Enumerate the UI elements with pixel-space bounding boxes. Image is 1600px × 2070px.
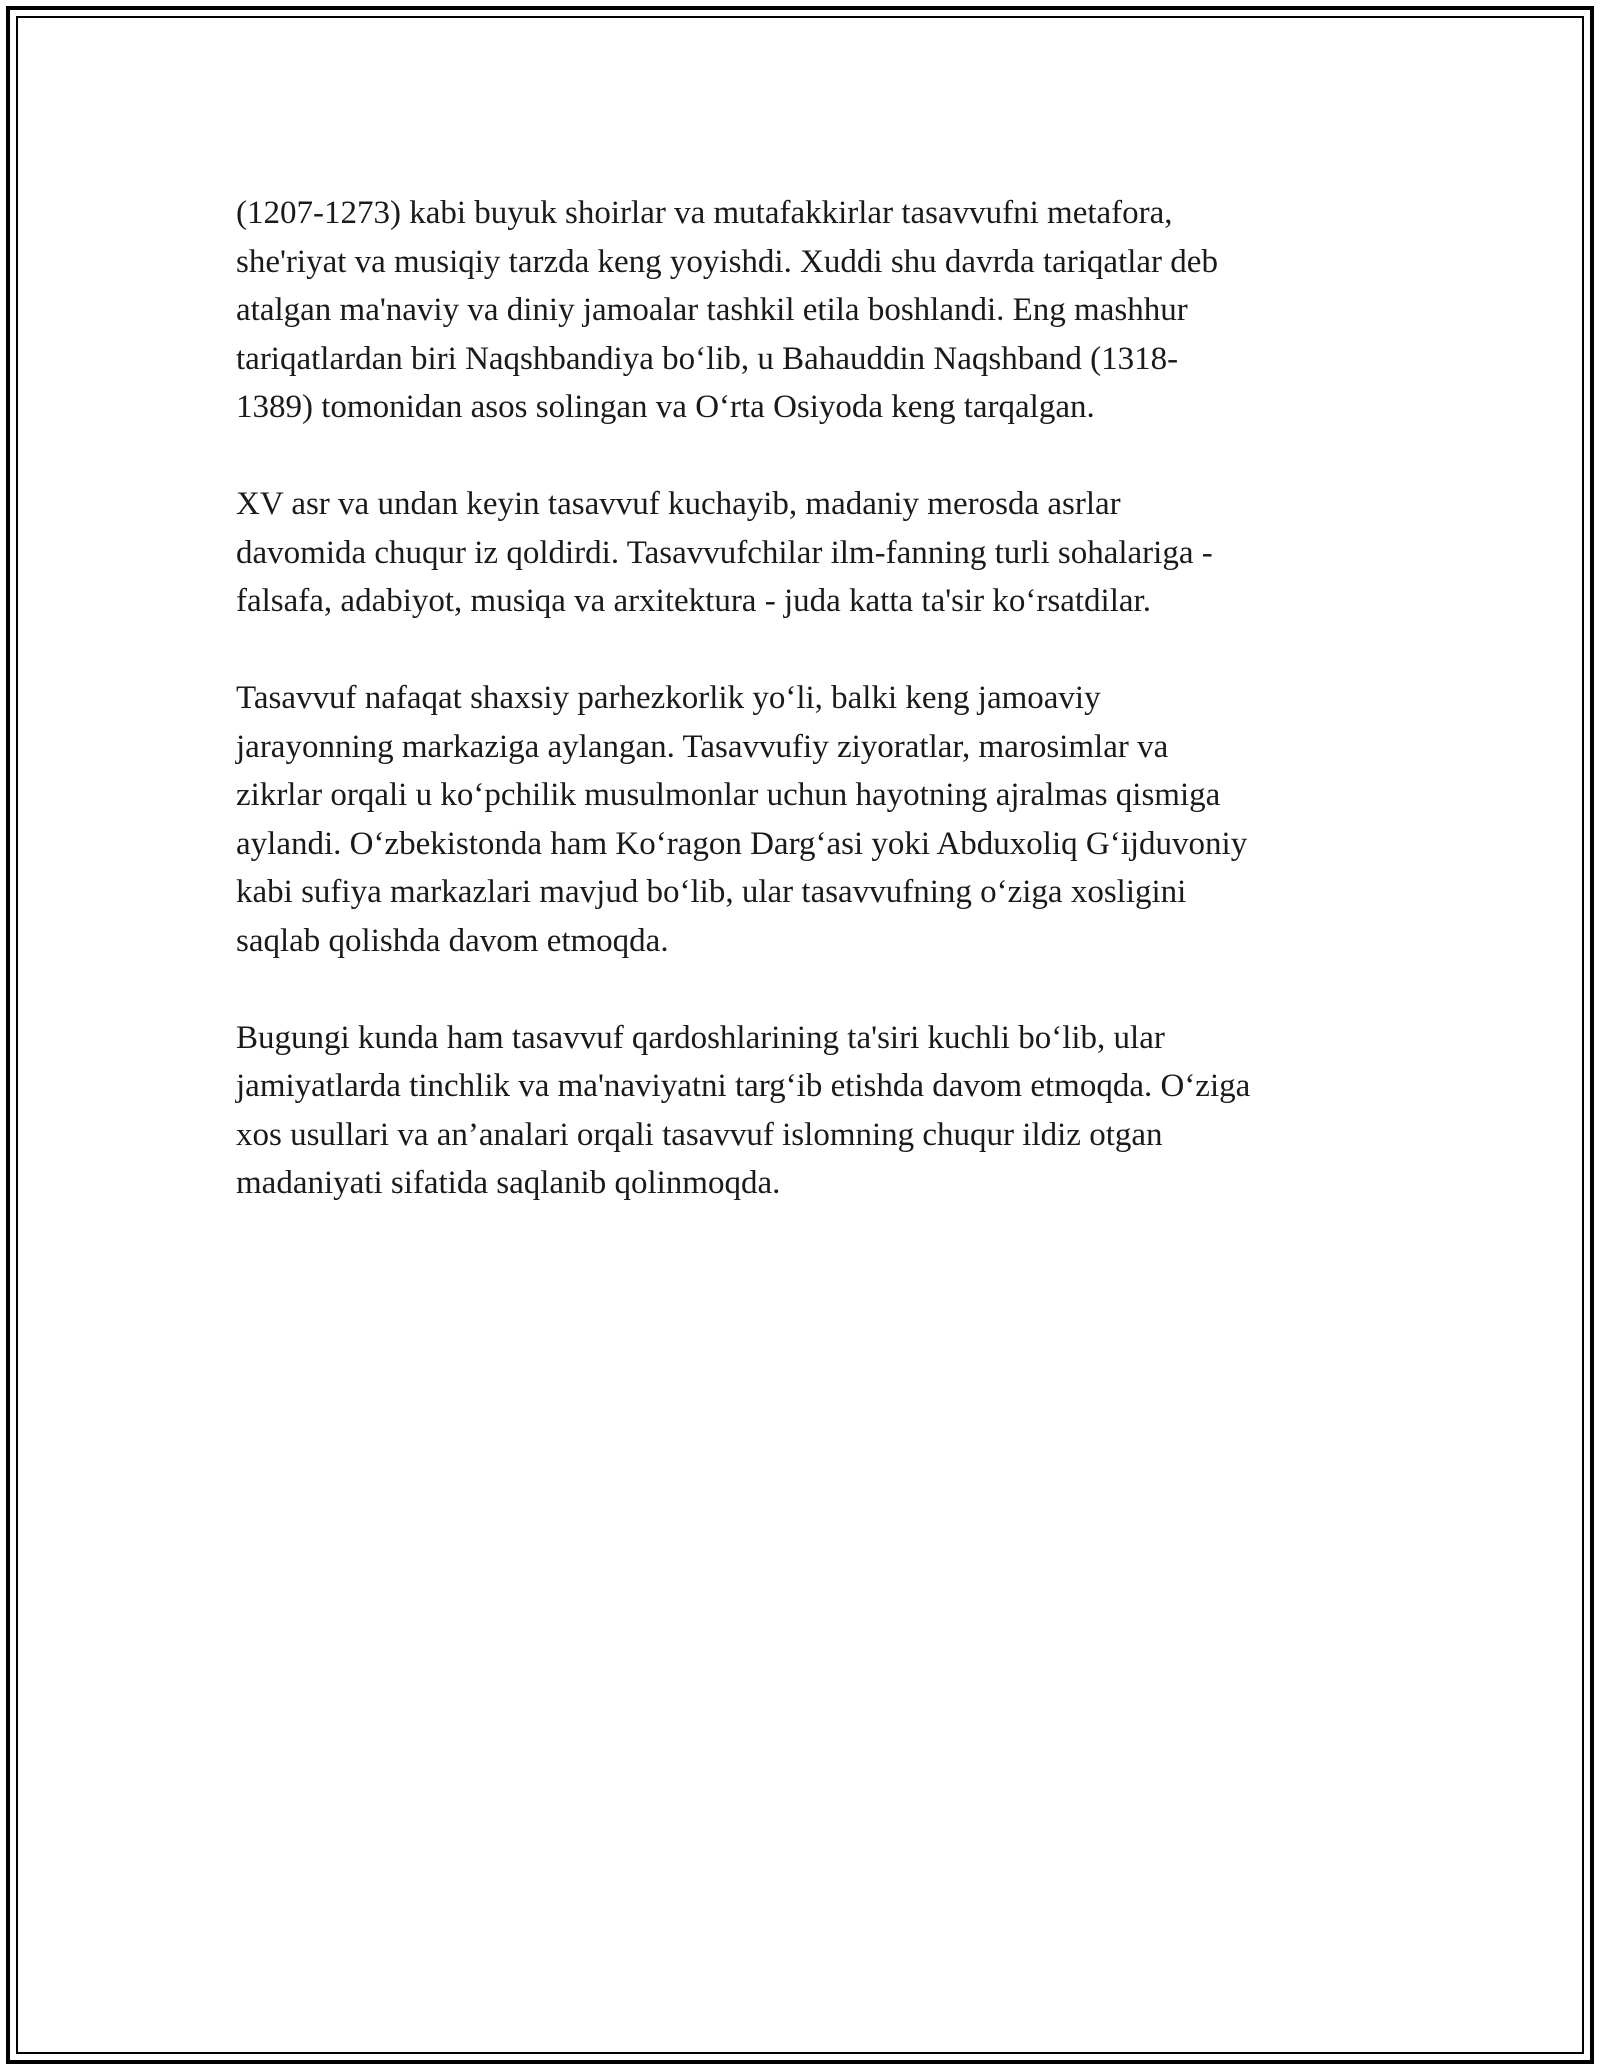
paragraph-2: XV asr va undan keyin tasavvuf kuchayib, madaniy merosda asrlar davomida chuqur iz qoldirdi. Tasavvufchilar ilm-fanning turli sohalariga - falsafa, adabiyot, musiqa va arxitektura - juda katta ta'sir ko‘rsatdilar. bbox=[236, 486, 1213, 619]
paragraph-1: (1207-1273) kabi buyuk shoirlar va mutafakkirlar tasavvufni metafora, she'riyat va musiqiy tarzda keng yoyishdi. Xuddi shu davrda tariqatlar deb atalgan ma'naviy va diniy jamoalar tashkil etila boshlandi. Eng mashhur tariqatlardan biri Naqshbandiya bo‘lib, u Bahauddin Naqshband (1318- 1389) tomonidan asos solingan va O‘rta Osiyoda keng tarqalgan. bbox=[236, 195, 1218, 425]
paragraph-4: Bugungi kunda ham tasavvuf qardoshlarining ta'siri kuchli bo‘lib, ular jamiyatlarda tinchlik va ma'naviyatni targ‘ib etishda davom etmoqda. O‘ziga xos usullari va an’analari orqali tasavvuf islomning chuqur ildiz otgan madaniyati sifatida saqlanib qolinmoqda. bbox=[236, 1019, 1251, 1201]
document-body bbox=[236, 189, 1386, 1256]
paragraph-3: Tasavvuf nafaqat shaxsiy parhezkorlik yo‘li, balki keng jamoaviy jarayonning markaziga aylangan. Tasavvufiy ziyoratlar, marosimlar va zikrlar orqali u ko‘pchilik musulmonlar uchun hayotning ajralmas qismiga aylandi. O‘zbekistonda ham Ko‘ragon Darg‘asi yoki Abduxoliq G‘ijduvoniy kabi sufiya markazlari mavjud bo‘lib, ular tasavvufning o‘ziga xosligini saqlab qolishda davom etmoqda. bbox=[236, 680, 1248, 959]
